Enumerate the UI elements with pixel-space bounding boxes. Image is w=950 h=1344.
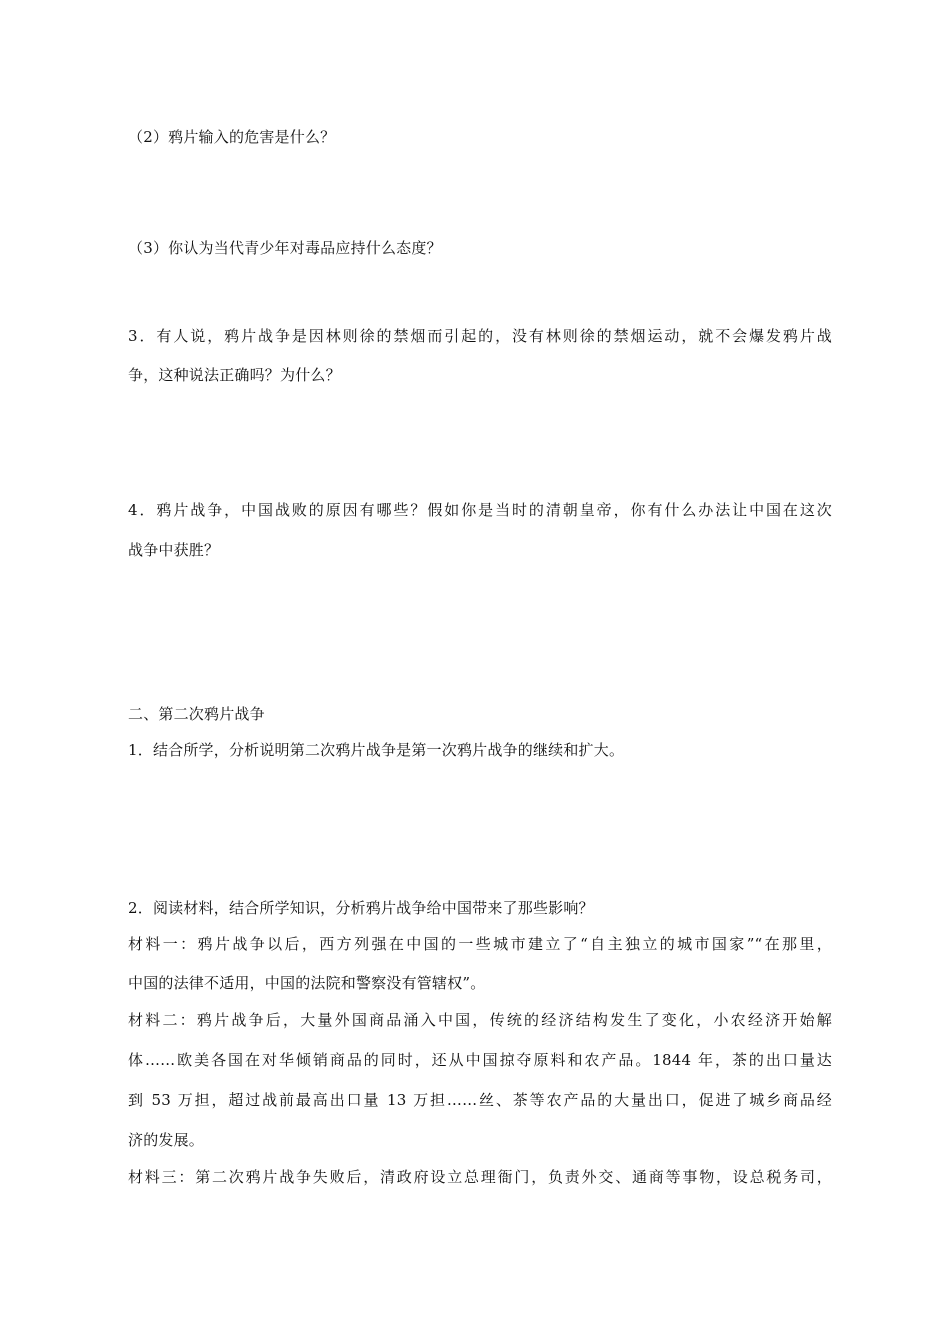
material-2-line-4: 济的发展。 — [128, 1131, 205, 1149]
section-2-question-1: 1．结合所学，分析说明第二次鸦片战争是第一次鸦片战争的继续和扩大。 — [128, 741, 625, 759]
question-1-part-2: （2）鸦片输入的危害是什么？ — [128, 128, 336, 146]
material-2-line-2: 体……欧美各国在对华倾销商品的同时，还从中国掠夺原料和农产品。1844 年，茶的出口量达 — [128, 1051, 832, 1069]
section-2-title: 二、第二次鸦片战争 — [128, 705, 265, 723]
material-2-line-3: 到 53 万担，超过战前最高出口量 13 万担……丝、茶等农产品的大量出口，促进了城乡商品经 — [128, 1091, 832, 1109]
question-1-part-3: （3）你认为当代青少年对毒品应持什么态度？ — [128, 239, 442, 257]
question-3-line-1: 3．有人说，鸦片战争是因林则徐的禁烟而引起的，没有林则徐的禁烟运动，就不会爆发鸦片战 — [128, 327, 832, 345]
material-1-line-1: 材料一：鸦片战争以后，西方列强在中国的一些城市建立了“自主独立的城市国家”“在那里， — [128, 935, 832, 953]
question-4-line-2: 战争中获胜？ — [128, 541, 220, 559]
question-3-line-2: 争，这种说法正确吗？为什么？ — [128, 366, 341, 384]
material-2-line-1: 材料二：鸦片战争后，大量外国商品涌入中国，传统的经济结构发生了变化，小农经济开始解 — [128, 1011, 832, 1029]
material-1-line-2: 中国的法律不适用，中国的法院和警察没有管辖权”。 — [128, 974, 486, 992]
material-3-line-1: 材料三：第二次鸦片战争失败后，清政府设立总理衙门，负责外交、通商等事物，设总税务司， — [128, 1168, 832, 1186]
section-2-question-2: 2．阅读材料，结合所学知识，分析鸦片战争给中国带来了那些影响？ — [128, 899, 594, 917]
question-4-line-1: 4．鸦片战争，中国战败的原因有哪些？假如你是当时的清朝皇帝，你有什么办法让中国在这次 — [128, 501, 832, 519]
